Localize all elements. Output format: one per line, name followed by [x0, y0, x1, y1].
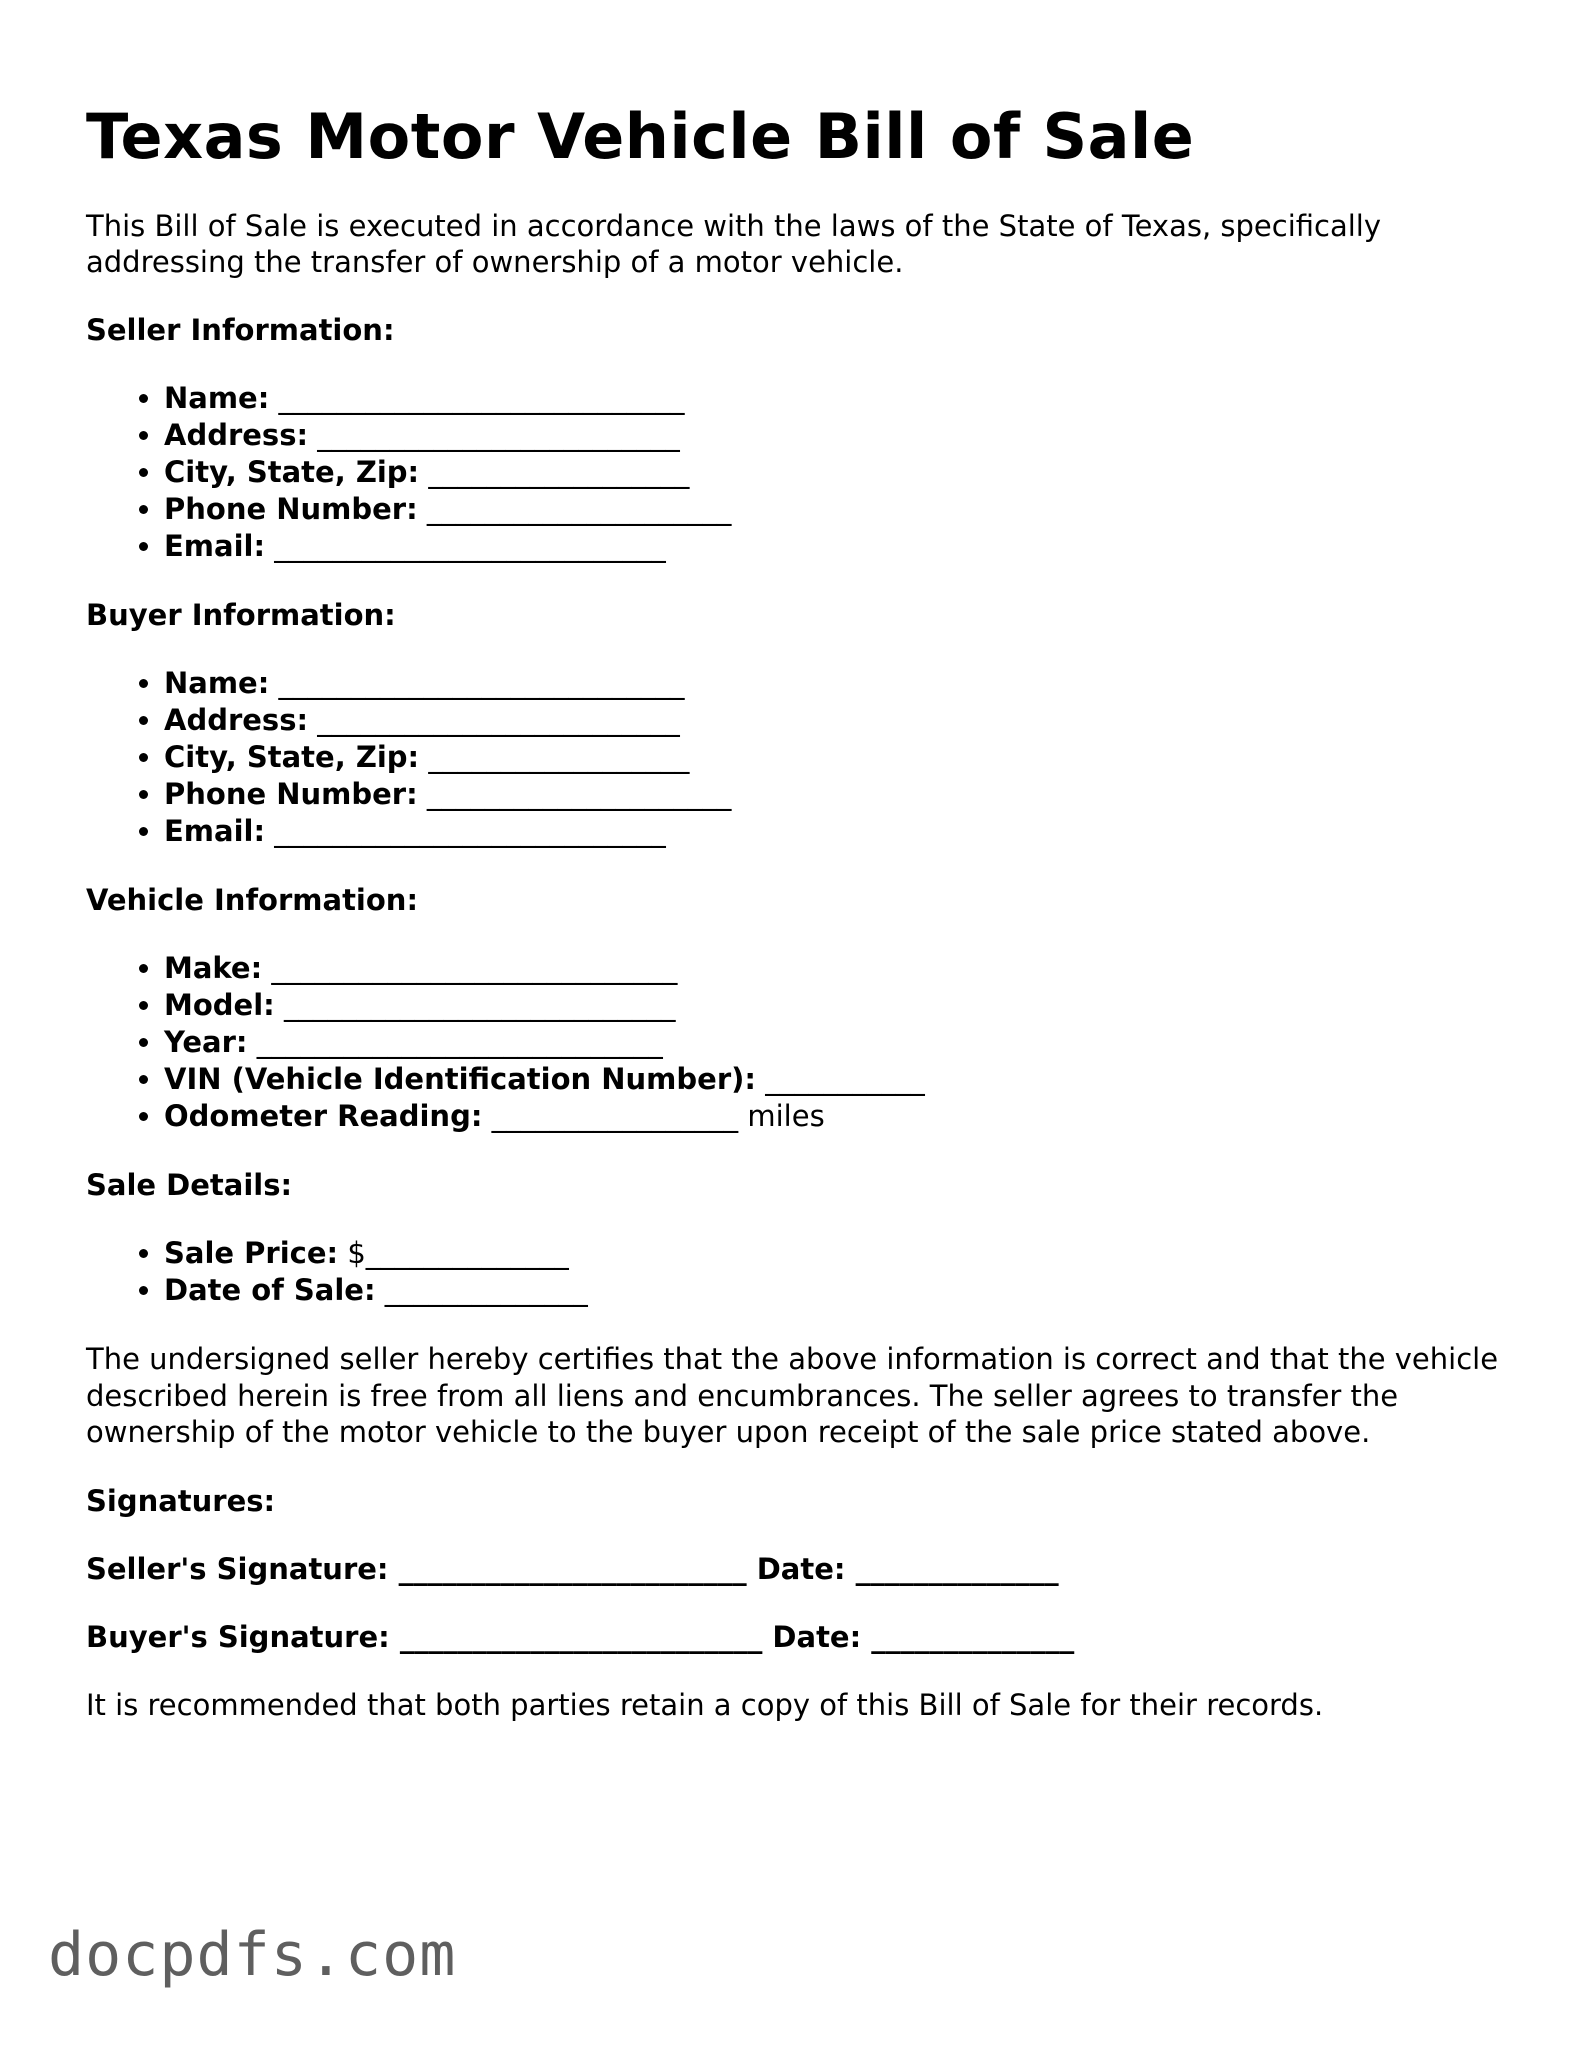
signatures-heading: Signatures: [86, 1483, 276, 1518]
buyer-field-list [86, 665, 1506, 850]
vehicle-model-field: • Model: ___________________________ [164, 987, 1506, 1024]
document-title: Texas Motor Vehicle Bill of Sale [86, 100, 1195, 173]
seller-heading: Seller Information: [86, 313, 395, 348]
seller-signature-line: Seller's Signature: ________________________ Date: ______________ [86, 1551, 1059, 1586]
vehicle-odometer-field: • Odometer Reading: _________________ miles [164, 1098, 1506, 1135]
buyer-name-field: • Name: ____________________________ [164, 665, 1506, 702]
vehicle-vin-field: • VIN (Vehicle Identification Number): ___________ [164, 1061, 1506, 1098]
seller-name-field: • Name: ____________________________ [164, 380, 1506, 417]
sale-heading: Sale Details: [86, 1168, 293, 1203]
watermark-logo: docpdfs.com [48, 1920, 457, 1990]
buyer-address-field: • Address: _________________________ [164, 702, 1506, 739]
sale-price-field: • Sale Price: $______________ [164, 1235, 1506, 1272]
sale-field-list [86, 1235, 1506, 1309]
buyer-heading: Buyer Information: [86, 598, 396, 633]
closing-paragraph: It is recommended that both parties retain a copy of this Bill of Sale for their records. [86, 1687, 1324, 1722]
vehicle-year-field: • Year: ____________________________ [164, 1024, 1506, 1061]
intro-paragraph: This Bill of Sale is executed in accordance with the laws of the State of Texas, specifically addressing the transfer of ownership of a motor vehicle. [86, 209, 1382, 280]
document-page [86, 100, 1506, 1723]
seller-city-state-zip-field: • City, State, Zip: __________________ [164, 454, 1506, 491]
vehicle-heading: Vehicle Information: [86, 883, 419, 918]
buyer-phone-field: • Phone Number: _____________________ [164, 776, 1506, 813]
vehicle-make-field: • Make: ____________________________ [164, 950, 1506, 987]
vehicle-field-list [86, 950, 1506, 1135]
odometer-unit: miles [747, 1099, 825, 1134]
seller-email-field: • Email: ___________________________ [164, 528, 1506, 565]
buyer-city-state-zip-field: • City, State, Zip: __________________ [164, 739, 1506, 776]
seller-address-field: • Address: _________________________ [164, 417, 1506, 454]
buyer-email-field: • Email: ___________________________ [164, 813, 1506, 850]
seller-phone-field: • Phone Number: _____________________ [164, 491, 1506, 528]
buyer-signature-line: Buyer's Signature: _________________________ Date: ______________ [86, 1619, 1075, 1654]
sale-date-field: • Date of Sale: ______________ [164, 1272, 1506, 1309]
certification-paragraph: The undersigned seller hereby certifies that the above information is correct and that the vehicle described herein is free from all liens and encumbrances. The seller agrees to transfer the ownership of the motor vehicle to the buyer upon receipt of the sale price stated above. [86, 1342, 1499, 1450]
seller-field-list [86, 380, 1506, 565]
